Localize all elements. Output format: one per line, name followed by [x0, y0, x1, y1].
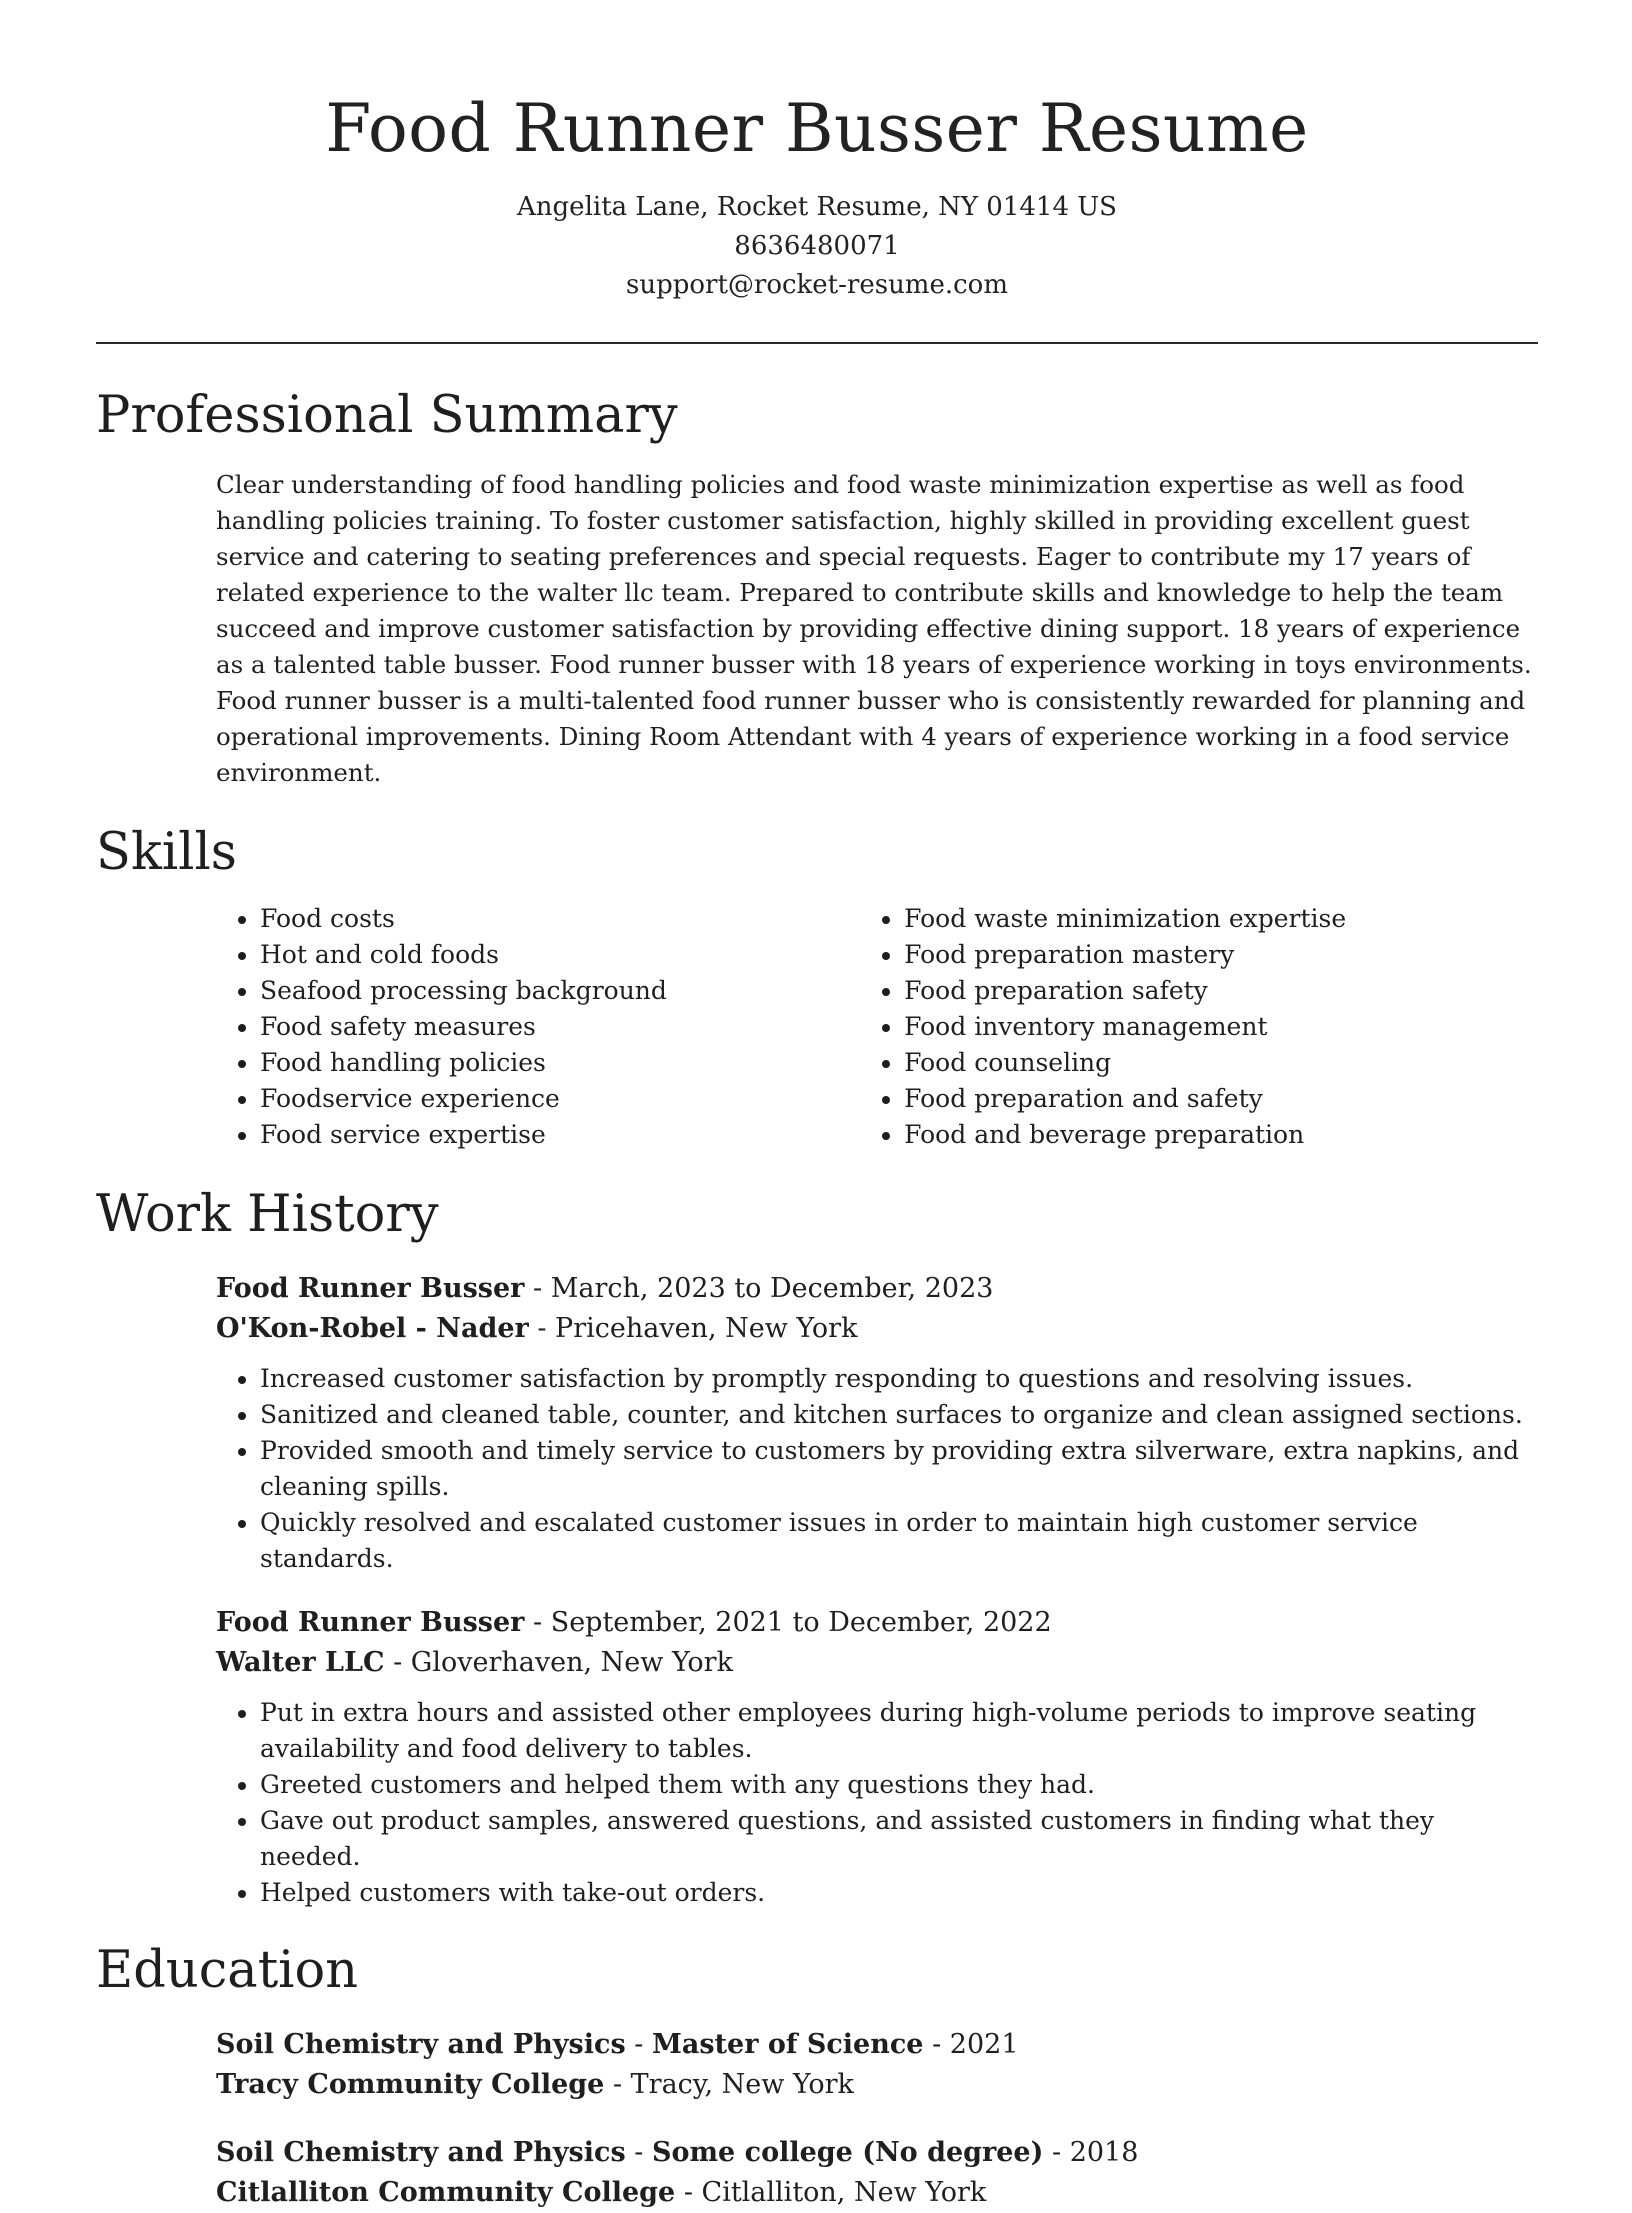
skill-item: • Food inventory management	[904, 1009, 1538, 1045]
job-title: Food Runner Busser	[216, 1607, 525, 1638]
job-bullet: • Helped customers with take-out orders.	[260, 1875, 1538, 1911]
skills-grid	[216, 901, 1538, 1153]
education-entry	[216, 2025, 1538, 2105]
section-title-work: Work History	[96, 1185, 439, 1244]
skills-column-right	[860, 901, 1538, 1153]
job-bullet: • Quickly resolved and escalated customer issues in order to maintain high customer service standards.	[260, 1505, 1538, 1577]
contact-email: support@rocket-resume.com	[625, 270, 1008, 300]
skill-item: • Food preparation and safety	[904, 1081, 1538, 1117]
job-bullet: • Sanitized and cleaned table, counter, and kitchen surfaces to organize and clean assigned sections.	[260, 1397, 1538, 1433]
job-bullet: • Increased customer satisfaction by promptly responding to questions and resolving issues.	[260, 1361, 1538, 1397]
skill-item: • Food counseling	[904, 1045, 1538, 1081]
job-company: O'Kon-Robel - Nader	[216, 1313, 529, 1344]
header-divider	[96, 342, 1538, 344]
job-company-line: O'Kon-Robel - Nader - Pricehaven, New York	[216, 1313, 858, 1344]
section-title-summary: Professional Summary	[96, 386, 678, 445]
education-degree-line: Soil Chemistry and Physics - Some college (No degree) - 2018	[216, 2137, 1139, 2168]
job-bullets	[216, 1361, 1538, 1577]
education-school-line: Citlalliton Community College - Citlalliton, New York	[216, 2177, 987, 2208]
job-title-line: Food Runner Busser - September, 2021 to December, 2022	[216, 1607, 1052, 1638]
job-bullets	[216, 1695, 1538, 1911]
education-degree-line: Soil Chemistry and Physics - Master of Science - 2021	[216, 2029, 1019, 2060]
section-title-skills: Skills	[96, 823, 237, 882]
job-bullet: • Greeted customers and helped them with any questions they had.	[260, 1767, 1538, 1803]
education-degree: Master of Science	[651, 2029, 924, 2060]
education-location: Citlalliton, New York	[701, 2177, 987, 2208]
section-professional-summary	[96, 384, 1538, 791]
skill-item: • Food safety measures	[260, 1009, 860, 1045]
section-skills	[96, 821, 1538, 1153]
job-dates: March, 2023 to December, 2023	[550, 1273, 994, 1304]
education-entry	[216, 2133, 1538, 2213]
job-title: Food Runner Busser	[216, 1273, 525, 1304]
education-school: Citlalliton Community College	[216, 2177, 676, 2208]
section-work-history	[96, 1183, 1538, 1911]
job-dates: September, 2021 to December, 2022	[550, 1607, 1052, 1638]
education-school-line: Tracy Community College - Tracy, New York	[216, 2069, 854, 2100]
job-bullet: • Gave out product samples, answered questions, and assisted customers in finding what they needed.	[260, 1803, 1538, 1875]
section-education	[96, 1939, 1538, 2213]
skill-item: • Food and beverage preparation	[904, 1117, 1538, 1153]
skills-column-left	[216, 901, 860, 1153]
resume-page	[96, 0, 1538, 2213]
skill-item: • Food handling policies	[260, 1045, 860, 1081]
education-year: 2021	[949, 2029, 1019, 2060]
skill-item: • Food costs	[260, 901, 860, 937]
skill-item: • Food preparation safety	[904, 973, 1538, 1009]
education-year: 2018	[1069, 2137, 1139, 2168]
skill-item: • Foodservice experience	[260, 1081, 860, 1117]
skill-item: • Hot and cold foods	[260, 937, 860, 973]
job-entry	[216, 1603, 1538, 1911]
job-bullet: • Put in extra hours and assisted other employees during high-volume periods to improve seating availability and food delivery to tables.	[260, 1695, 1538, 1767]
education-field: Soil Chemistry and Physics	[216, 2029, 626, 2060]
education-degree: Some college (No degree)	[651, 2137, 1044, 2168]
skill-item: • Food service expertise	[260, 1117, 860, 1153]
job-location: Gloverhaven, New York	[410, 1647, 733, 1678]
education-school: Tracy Community College	[216, 2069, 605, 2100]
education-field: Soil Chemistry and Physics	[216, 2137, 626, 2168]
resume-title: Food Runner Busser Resume	[325, 90, 1309, 167]
job-company: Walter LLC	[216, 1647, 385, 1678]
skill-item: • Food waste minimization expertise	[904, 901, 1538, 937]
job-company-line: Walter LLC - Gloverhaven, New York	[216, 1647, 733, 1678]
job-title-line: Food Runner Busser - March, 2023 to December, 2023	[216, 1273, 994, 1304]
summary-text: Clear understanding of food handling policies and food waste minimization expertise as well as food handling policies training. To foster customer satisfaction, highly skilled in providing excellent guest service and catering to seating preferences and special requests. Eager to contribute my 17 years of related experience to the walter llc team. Prepared to contribute skills and knowledge to help the team succeed and improve customer satisfaction by providing effective dining support. 18 years of experience as a talented table busser. Food runner busser with 18 years of experience working in toys environments. Food runner busser is a multi-talented food runner busser who is consistently rewarded for planning and operational improvements. Dining Room Attendant with 4 years of experience working in a food service environment.	[216, 470, 1532, 787]
section-title-education: Education	[96, 1941, 359, 2000]
job-bullet: • Provided smooth and timely service to customers by providing extra silverware, extra napkins, and cleaning spills.	[260, 1433, 1538, 1505]
contact-block	[96, 188, 1538, 305]
job-entry	[216, 1269, 1538, 1577]
contact-phone: 8636480071	[734, 231, 900, 261]
contact-address: Angelita Lane, Rocket Resume, NY 01414 US	[517, 192, 1117, 222]
resume-header	[96, 0, 1538, 305]
education-location: Tracy, New York	[630, 2069, 854, 2100]
skill-item: • Seafood processing background	[260, 973, 860, 1009]
job-location: Pricehaven, New York	[555, 1313, 858, 1344]
skill-item: • Food preparation mastery	[904, 937, 1538, 973]
